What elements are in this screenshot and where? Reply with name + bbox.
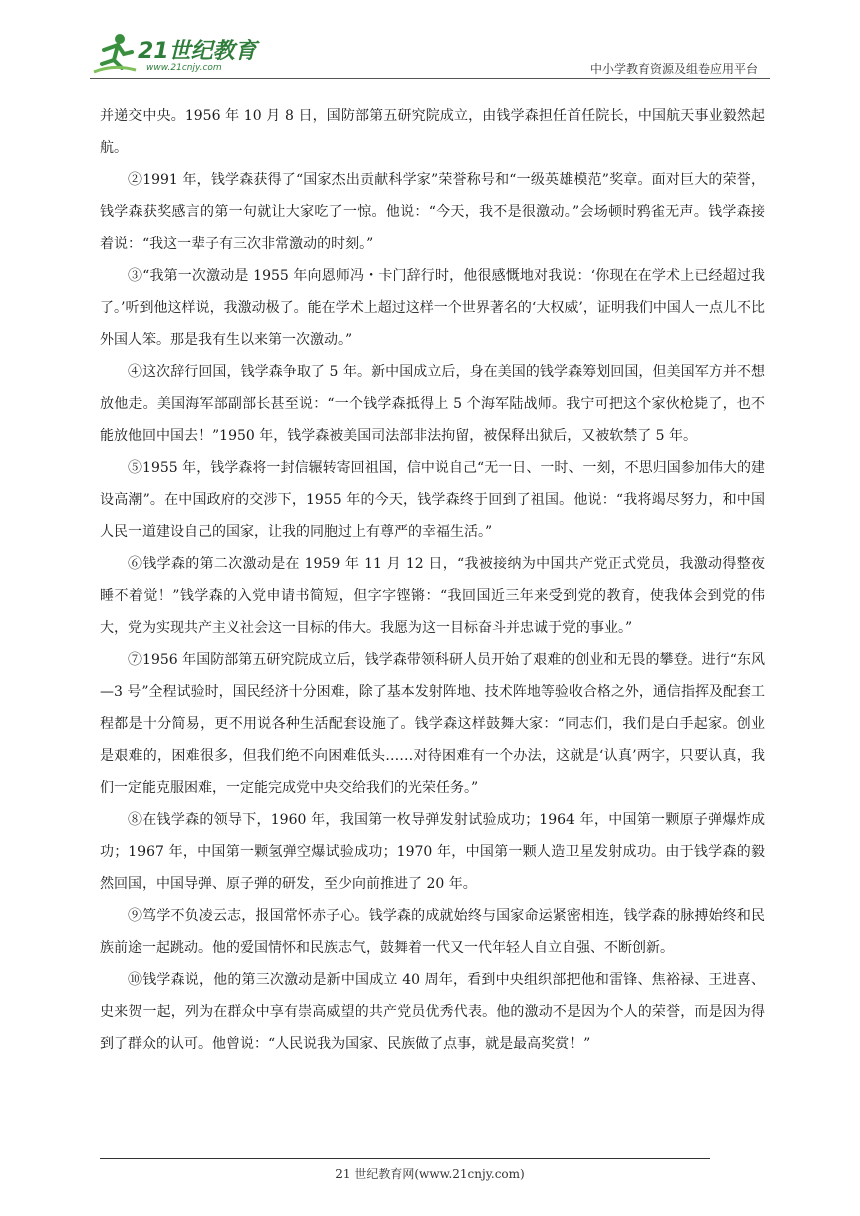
paragraph: ③“我第一次激动是 1955 年向恩师冯・卡门辞行时，他很感慨地对我说：‘你现在在学术上已经超过我了。’听到他这样说，我激动极了。能在学术上超过这样一个世界著名的‘大权威’，证明我们中国人一点儿不比外国人笨。那是我有生以来第一次激动。” bbox=[100, 268, 765, 348]
logo bbox=[90, 30, 260, 78]
paragraph: ⑩钱学森说，他的第三次激动是新中国成立 40 周年，看到中央组织部把他和雷锋、焦裕禄、王进喜、史来贺一起，列为在群众中享有崇高威望的共产党员优秀代表。他的激动不是因为个人的荣誉，而是因为得到了群众的认可。他曾说：“人民说我为国家、民族做了点事，就是最高奖赏！” bbox=[100, 972, 765, 1052]
footer-divider bbox=[100, 1158, 710, 1159]
logo-text: 21世纪教育 bbox=[138, 39, 257, 64]
article-body bbox=[100, 100, 765, 1060]
paragraph: ②1991 年，钱学森获得了“国家杰出贡献科学家”荣誉称号和“一级英雄模范”奖章。面对巨大的荣誉，钱学森获奖感言的第一句就让大家吃了一惊。他说：“今天，我不是很激动。”会场顿时鸦雀无声。钱学森接着说：“我这一辈子有三次非常激动的时刻。” bbox=[100, 172, 765, 252]
paragraph: ⑨笃学不负凌云志，报国常怀赤子心。钱学森的成就始终与国家命运紧密相连，钱学森的脉搏始终和民族前途一起跳动。他的爱国情怀和民族志气，鼓舞着一代又一代年轻人自立自强、不断创新。 bbox=[100, 908, 765, 956]
paragraph: ⑦1956 年国防部第五研究院成立后，钱学森带领科研人员开始了艰难的创业和无畏的攀登。进行“东风—3 号”全程试验时，国民经济十分困难，除了基本发射阵地、技术阵地等验收合格之外，通信指挥及配套工程都是十分简易，更不用说各种生活配套设施了。钱学森这样鼓舞大家：“同志们，我们是白手起家。创业是艰难的，困难很多，但我们绝不向困难低头……对待困难有一个办法，这就是‘认真’两字，只要认真，我们一定能克服困难，一定能完成党中央交给我们的光荣任务。” bbox=[100, 652, 765, 796]
header-divider bbox=[90, 78, 770, 79]
platform-title: 中小学教育资源及组卷应用平台 bbox=[589, 62, 758, 76]
paragraph: ⑧在钱学森的领导下，1960 年，我国第一枚导弹发射试验成功；1964 年，中国第一颗原子弹爆炸成功；1967 年，中国第一颗氢弹空爆试验成功；1970 年，中国第一颗人造卫星发射成功。由于钱学森的毅然回国，中国导弹、原子弹的研发，至少向前推进了 20 年。 bbox=[100, 812, 765, 892]
paragraph: 并递交中央。1956 年 10 月 8 日，国防部第五研究院成立，由钱学森担任首任院长，中国航天事业毅然起航。 bbox=[100, 108, 765, 156]
paragraph: ④这次辞行回国，钱学森争取了 5 年。新中国成立后，身在美国的钱学森筹划回国，但美国军方并不想放他走。美国海军部副部长甚至说：“一个钱学森抵得上 5 个海军陆战师。我宁可把这个家伙枪毙了，也不能放他回中国去！”1950 年，钱学森被美国司法部非法拘留，被保释出狱后，又被软禁了 5 年。 bbox=[100, 364, 765, 444]
paragraph: ⑤1955 年，钱学森将一封信辗转寄回祖国，信中说自己“无一日、一时、一刻，不思归国参加伟大的建设高潮”。在中国政府的交涉下，1955 年的今天，钱学森终于回到了祖国。他说：“我将竭尽努力，和中国人民一道建设自己的国家，让我的同胞过上有尊严的幸福生活。” bbox=[100, 460, 765, 540]
runner-logo-icon bbox=[90, 30, 138, 78]
logo-url: www.21cnjy.com bbox=[146, 63, 222, 73]
paragraph: ⑥钱学森的第二次激动是在 1959 年 11 月 12 日，“我被接纳为中国共产党正式党员，我激动得整夜睡不着觉！”钱学森的入党申请书简短，但字字铿锵：“我回国近三年来受到党的教育，使我体会到党的伟大，党为实现共产主义社会这一目标的伟大。我愿为这一目标奋斗并忠诚于党的事业。” bbox=[100, 556, 765, 636]
page-footer: 21 世纪教育网(www.21cnjy.com) bbox=[335, 1167, 525, 1181]
page-header bbox=[90, 30, 770, 78]
